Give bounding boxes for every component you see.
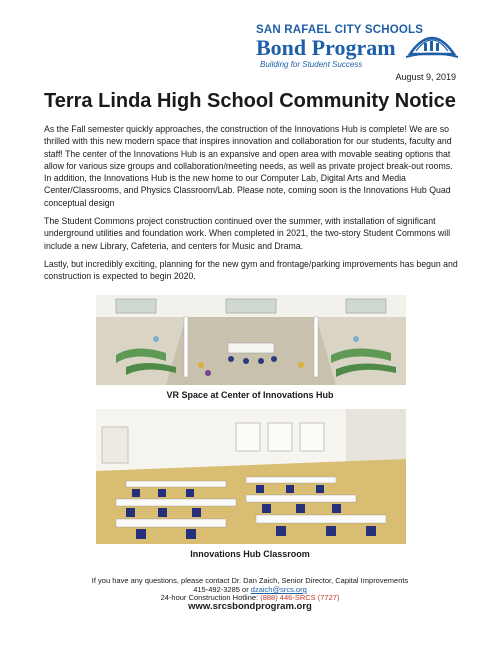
notice-body — [44, 123, 458, 289]
vr-space-caption: VR Space at Center of Innovations Hub — [166, 390, 334, 400]
logo-tagline: Building for Student Success — [260, 60, 363, 69]
hotline-number: (888) 446-SRCS (7727) — [260, 593, 340, 602]
footer-contact: If you have any questions, please contact Dr. Dan Zaich, Senior Director, Capital Improvements — [91, 576, 409, 585]
email-link[interactable]: dzaich@srcs.org — [250, 585, 307, 594]
logo-district-name: SAN RAFAEL CITY SCHOOLS — [256, 24, 424, 36]
notice-date: August 9, 2019 — [395, 72, 456, 82]
bond-program-logo — [256, 24, 456, 74]
page-title: Terra Linda High School Community Notice — [44, 90, 456, 112]
website-link[interactable]: www.srcsbondprogram.org — [188, 601, 312, 612]
school-dome-icon — [406, 24, 458, 66]
paragraph-gym-planning: Lastly, but incredibly exciting, planning for the new gym and frontage/parking improvements has begun and construction is expected to begin 2020. — [44, 258, 458, 282]
paragraph-innovations-hub: As the Fall semester quickly approaches, the construction of the Innovations Hub is complete! We are so thrilled with this new modern space that inspires innovation and collaboration for our students, faculty and staff! The center of the Innovations Hub is an expansive and open area with movable seating options that allow for various size groups and collaboration/meeting needs, as well as private project break-out rooms. In addition, the Innovations Hub is the new home to our Computer Lab, Digital Arts and Media Center/Classrooms, and Physics Classroom/Lab. Please note, coming soon is the Innovations Hub Quad conceptual design — [44, 124, 453, 208]
paragraph-student-commons: The Student Commons project construction continued over the summer, with installation of significant underground utilities and foundation work. When completed in 2021, the two-story Student Commons will include a new Library, Cafeteria, and centers for Music and Drama. — [44, 216, 451, 251]
logo-program-name: Bond Program — [256, 35, 396, 60]
footer-phone: 415-492-3285 — [193, 585, 240, 594]
hotline-label: 24-hour Construction Hotline: — [160, 593, 259, 602]
vr-space-image — [96, 295, 406, 385]
classroom-image — [96, 409, 406, 544]
classroom-caption: Innovations Hub Classroom — [190, 549, 310, 559]
footer-or: or — [242, 585, 249, 594]
